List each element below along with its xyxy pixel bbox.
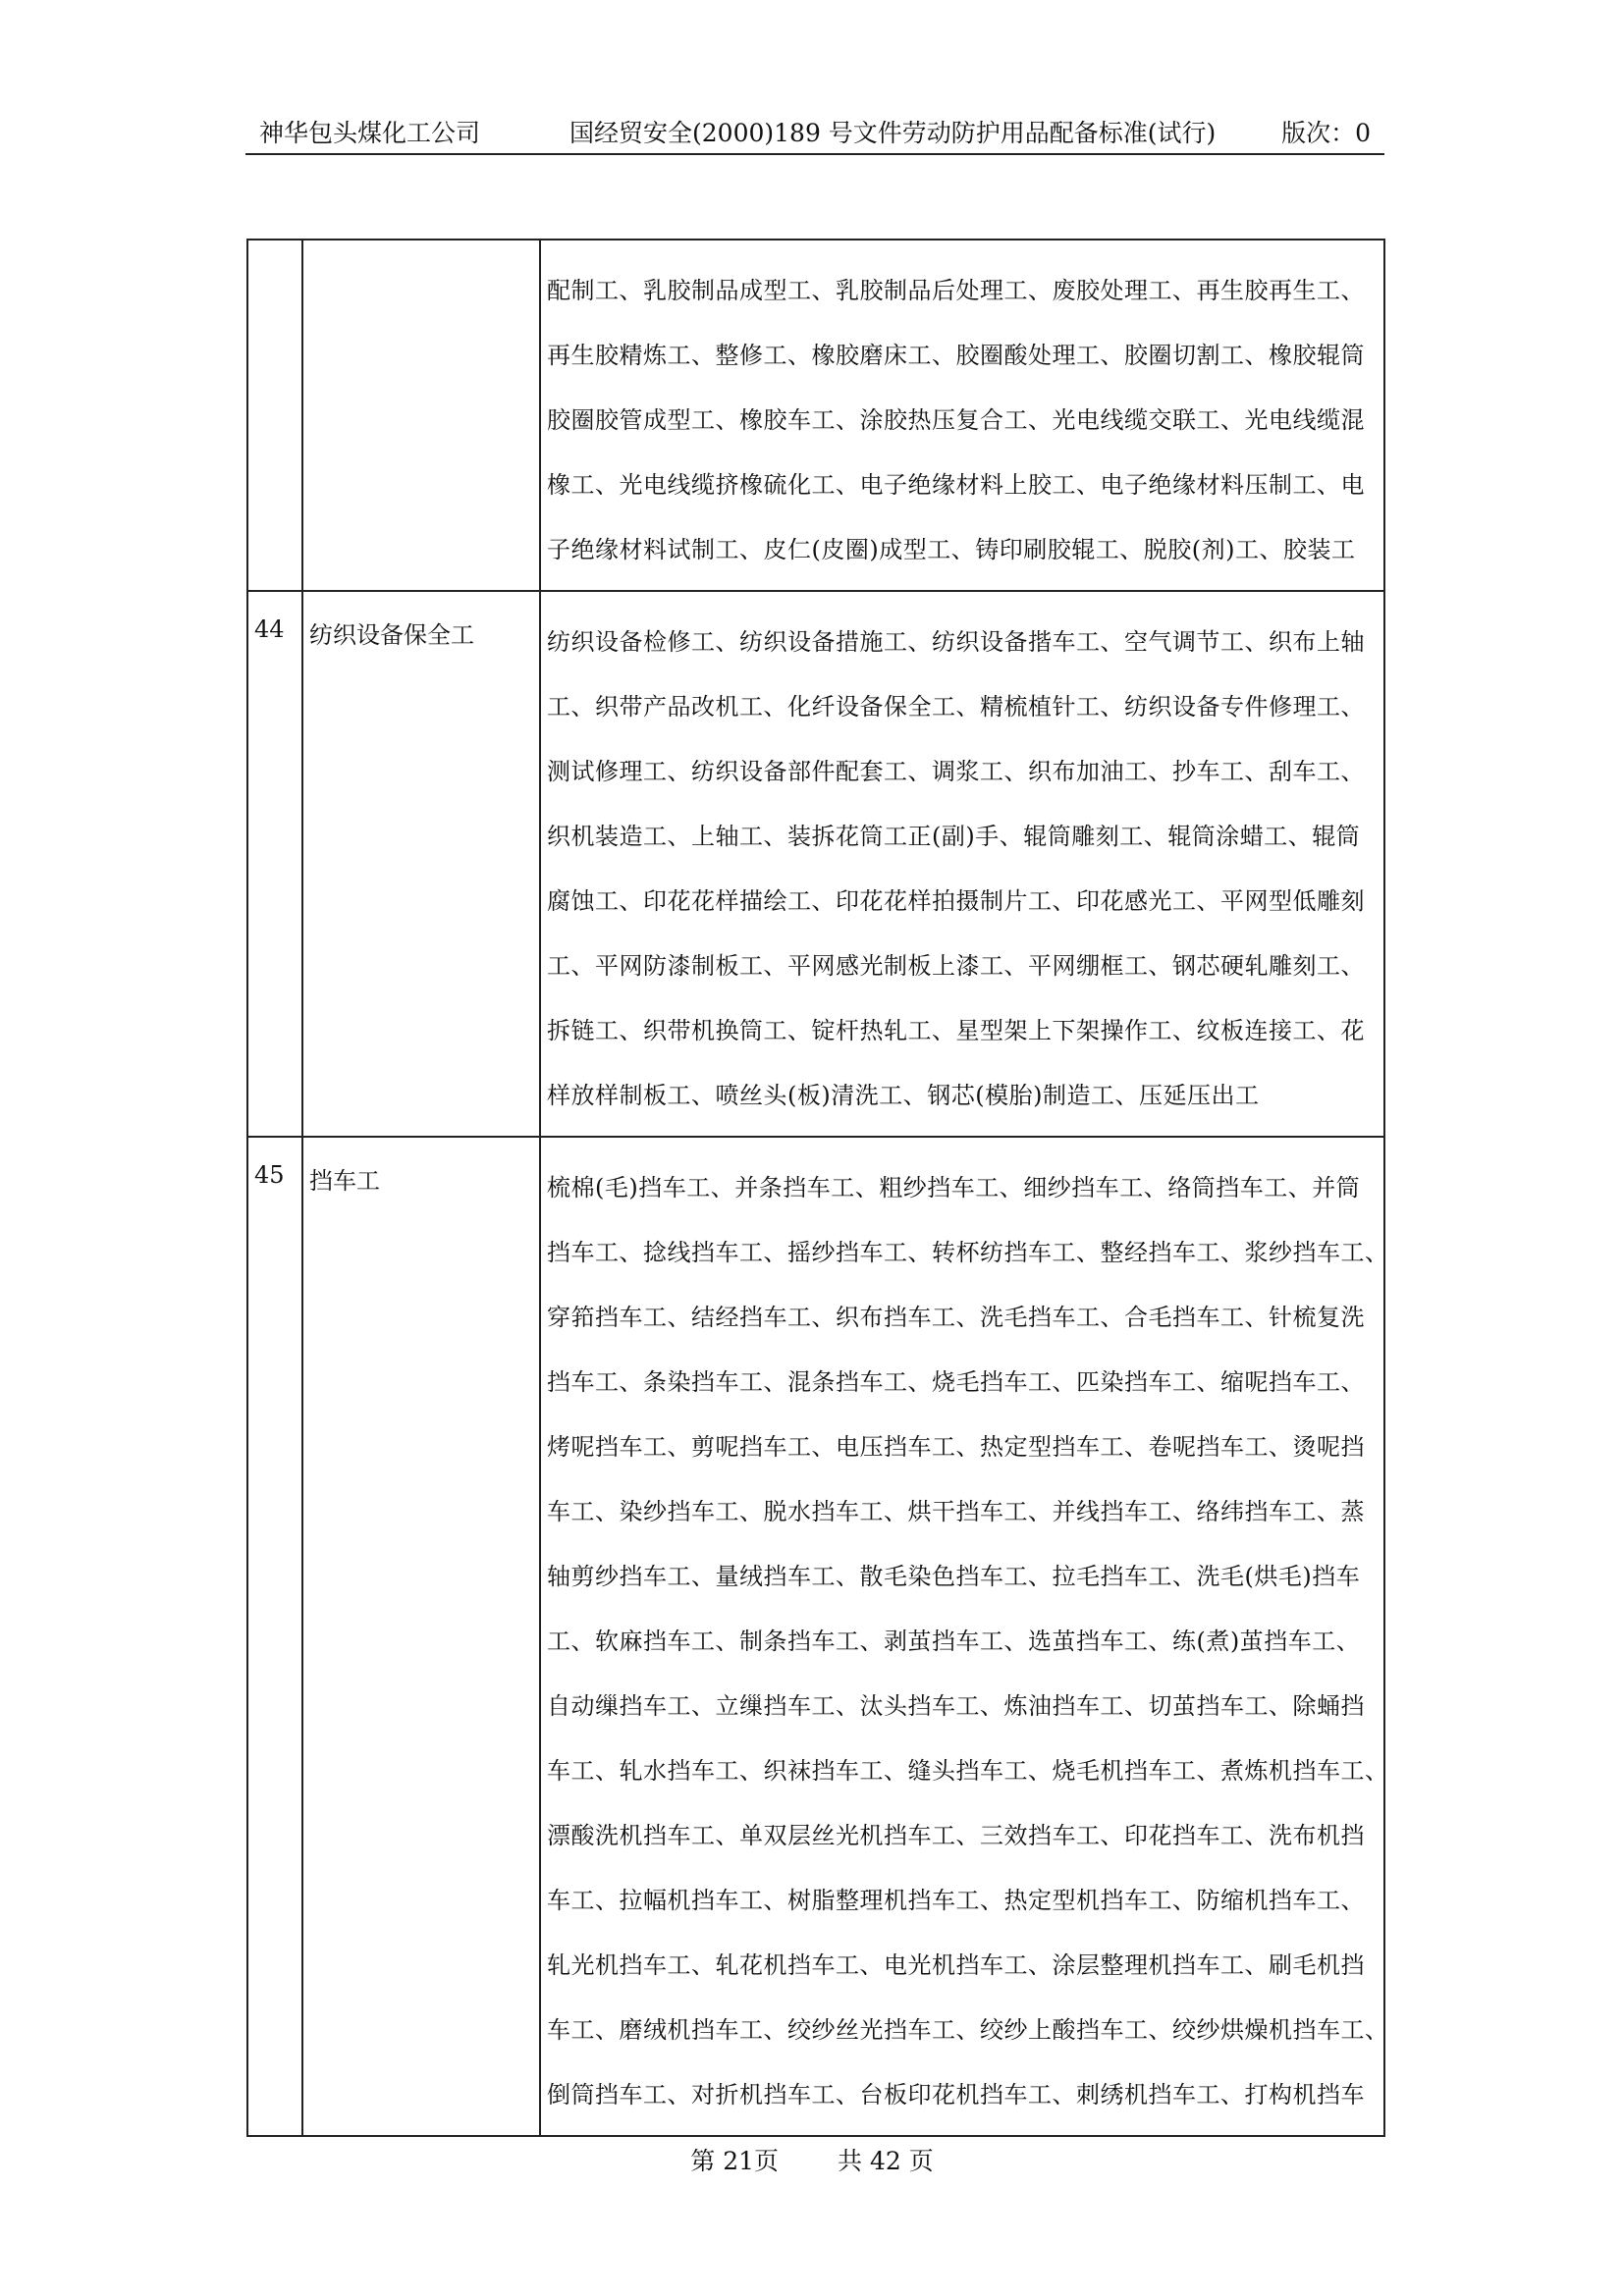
job-list	[540, 591, 1384, 1137]
job-category: 挡车工	[302, 1137, 540, 2136]
job-category	[302, 240, 540, 591]
table-row	[247, 240, 1384, 591]
job-list-line: 自动缫挡车工、立缫挡车工、汰头挡车工、炼油挡车工、切茧挡车工、除蛹挡	[547, 1692, 1365, 1720]
job-list-line: 工、平网防漆制板工、平网感光制板上漆工、平网绷框工、钢芯硬轧雕刻工、	[547, 952, 1365, 980]
job-list-line: 纺织设备检修工、纺织设备措施工、纺织设备揩车工、空气调节工、织布上轴	[547, 628, 1365, 656]
row-number: 45	[247, 1137, 302, 2136]
job-list	[540, 1137, 1389, 2136]
job-list-line: 配制工、乳胶制品成型工、乳胶制品后处理工、废胶处理工、再生胶再生工、	[547, 277, 1365, 304]
table-row	[247, 591, 1384, 1137]
job-list-line: 倒筒挡车工、对折机挡车工、台板印花机挡车工、刺绣机挡车工、打构机挡车	[547, 2081, 1365, 2109]
job-list-line: 织机装造工、上轴工、装拆花筒工正(副)手、辊筒雕刻工、辊筒涂蜡工、辊筒	[547, 823, 1361, 850]
job-category: 纺织设备保全工	[302, 591, 540, 1137]
page-header	[245, 116, 1384, 155]
job-list-line: 子绝缘材料试制工、皮仁(皮圈)成型工、铸印刷胶辊工、脱胶(剂)工、胶装工	[547, 536, 1356, 563]
job-list-line: 轴剪纱挡车工、量绒挡车工、散毛染色挡车工、拉毛挡车工、洗毛(烘毛)挡车	[547, 1563, 1361, 1590]
job-list-line: 测试修理工、纺织设备部件配套工、调浆工、织布加油工、抄车工、刮车工、	[547, 758, 1365, 785]
page-number: 第 21页	[690, 2147, 780, 2175]
job-list-line: 再生胶精炼工、整修工、橡胶磨床工、胶圈酸处理工、胶圈切割工、橡胶辊筒	[547, 342, 1365, 369]
job-list-line: 车工、轧水挡车工、织袜挡车工、缝头挡车工、烧毛机挡车工、煮炼机挡车工、	[547, 1757, 1389, 1785]
job-list-line: 橡工、光电线缆挤橡硫化工、电子绝缘材料上胶工、电子绝缘材料压制工、电	[547, 471, 1365, 499]
row-number: 44	[247, 591, 302, 1137]
job-list-line: 挡车工、捻线挡车工、摇纱挡车工、转杯纺挡车工、整经挡车工、浆纱挡车工、	[547, 1239, 1389, 1266]
job-list-line: 梳棉(毛)挡车工、并条挡车工、粗纱挡车工、细纱挡车工、络筒挡车工、并筒	[547, 1174, 1361, 1201]
job-list-line: 腐蚀工、印花花样描绘工、印花花样拍摄制片工、印花感光工、平网型低雕刻	[547, 887, 1365, 915]
job-list-line: 挡车工、条染挡车工、混条挡车工、烧毛挡车工、匹染挡车工、缩呢挡车工、	[547, 1368, 1365, 1396]
page-footer	[0, 2142, 1624, 2177]
job-list-line: 车工、拉幅机挡车工、树脂整理机挡车工、热定型机挡车工、防缩机挡车工、	[547, 1887, 1365, 1914]
job-list-line: 工、织带产品改机工、化纤设备保全工、精梳植针工、纺织设备专件修理工、	[547, 693, 1365, 721]
job-list-line: 漂酸洗机挡车工、单双层丝光机挡车工、三效挡车工、印花挡车工、洗布机挡	[547, 1822, 1365, 1849]
job-list-line: 烤呢挡车工、剪呢挡车工、电压挡车工、热定型挡车工、卷呢挡车工、烫呢挡	[547, 1433, 1365, 1461]
job-list-line: 车工、染纱挡车工、脱水挡车工、烘干挡车工、并线挡车工、络纬挡车工、蒸	[547, 1498, 1365, 1525]
job-list-line: 车工、磨绒机挡车工、绞纱丝光挡车工、绞纱上酸挡车工、绞纱烘燥机挡车工、	[547, 2016, 1389, 2044]
job-list-line: 轧光机挡车工、轧花机挡车工、电光机挡车工、涂层整理机挡车工、刷毛机挡	[547, 1951, 1365, 1979]
header-title: 国经贸安全(2000)189 号文件劳动防护用品配备标准(试行)	[569, 119, 1217, 147]
job-list-line: 样放样制板工、喷丝头(板)清洗工、钢芯(模胎)制造工、压延压出工	[547, 1082, 1260, 1109]
row-number	[247, 240, 302, 591]
page-total: 共 42 页	[838, 2147, 934, 2175]
table-row	[247, 1137, 1384, 2136]
header-version: 版次：0	[1281, 119, 1371, 147]
job-list-line: 拆链工、织带机换筒工、锭杆热轧工、星型架上下架操作工、纹板连接工、花	[547, 1017, 1365, 1044]
header-company: 神华包头煤化工公司	[259, 119, 481, 147]
standards-table	[246, 239, 1389, 2137]
job-list-line: 胶圈胶管成型工、橡胶车工、涂胶热压复合工、光电线缆交联工、光电线缆混	[547, 406, 1365, 434]
job-list	[540, 240, 1384, 591]
job-list-line: 工、软麻挡车工、制条挡车工、剥茧挡车工、选茧挡车工、练(煮)茧挡车工、	[547, 1628, 1361, 1655]
job-list-line: 穿筘挡车工、结经挡车工、织布挡车工、洗毛挡车工、合毛挡车工、针梳复洗	[547, 1304, 1365, 1331]
